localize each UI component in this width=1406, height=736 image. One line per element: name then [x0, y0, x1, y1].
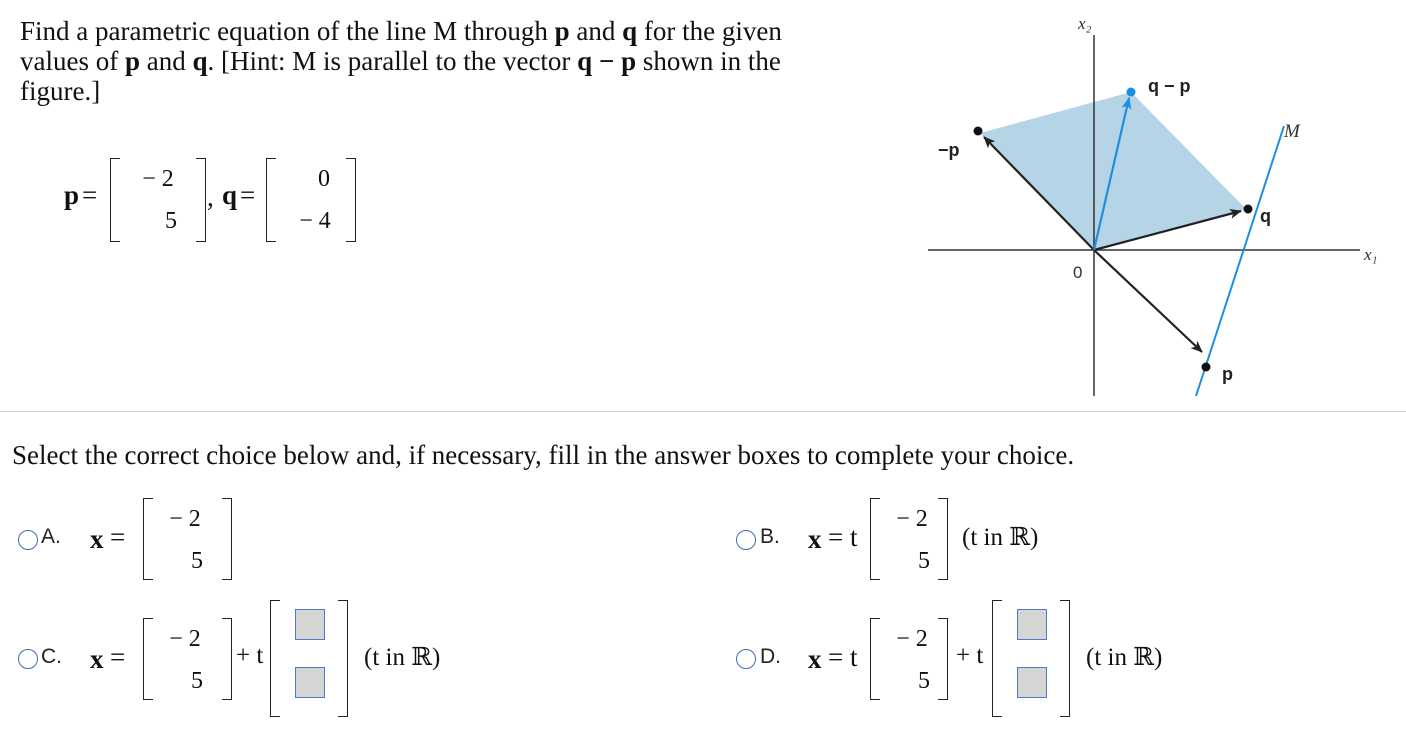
choice-d-answer-box-1[interactable]	[1017, 609, 1047, 640]
q-equals: =	[240, 180, 256, 210]
choice-b-vec-1: − 2	[896, 506, 928, 532]
line-m-label: M	[1284, 121, 1300, 142]
choice-c-vec-1: − 2	[169, 626, 201, 652]
choice-d-vec-2: 5	[918, 668, 930, 694]
choice-c-x: x	[90, 644, 104, 674]
choice-d-radio[interactable]	[736, 649, 756, 669]
choice-b-vec-2: 5	[918, 548, 930, 574]
choice-c-plus-t: + t	[236, 642, 264, 669]
q-point-label: q	[1260, 206, 1271, 226]
choice-b-eq: = t	[828, 522, 858, 552]
choice-c-letter: C.	[41, 645, 62, 668]
question-line-3: figure.]	[20, 76, 101, 106]
choice-c-domain: (t in ℝ)	[364, 644, 441, 671]
choice-a-eq: =	[110, 522, 126, 552]
q-minus-p-label: q − p	[1148, 76, 1191, 96]
choice-d-answer-box-2[interactable]	[1017, 667, 1047, 698]
question-line-2: values of p and q. [Hint: M is parallel to the vector q − p shown in the	[20, 46, 781, 76]
choice-d-domain: (t in ℝ)	[1086, 644, 1163, 671]
choice-b-radio[interactable]	[736, 530, 756, 550]
p-component-2: 5	[165, 208, 177, 234]
point-q	[1244, 205, 1253, 214]
choice-c-answer-box-2[interactable]	[295, 667, 325, 698]
choice-b-domain: (t in ℝ)	[962, 524, 1039, 551]
arrow-p	[1094, 250, 1202, 352]
choice-d-vec-1: − 2	[896, 626, 928, 652]
vector-figure	[900, 10, 1400, 400]
x1-axis-label: x₁	[1364, 245, 1378, 264]
choice-a-vec-1: − 2	[169, 506, 201, 532]
choice-a-radio[interactable]	[18, 530, 38, 550]
q-component-2: − 4	[299, 208, 331, 234]
p-bracket-left	[110, 158, 120, 242]
choice-d-eq: = t	[828, 642, 858, 672]
x2-axis-label: x₂	[1078, 14, 1092, 33]
choice-d-letter: D.	[760, 645, 781, 668]
comma: ,	[207, 182, 214, 212]
question-line-1: Find a parametric equation of the line M through p and q for the given	[20, 16, 782, 46]
choice-b-letter: B.	[760, 525, 780, 548]
origin-label: 0	[1073, 263, 1083, 282]
neg-p-label: −p	[938, 140, 960, 160]
point-neg-p	[974, 127, 983, 136]
p-label: p	[64, 180, 80, 210]
p-point-label: p	[1222, 364, 1233, 384]
q-label: q	[222, 180, 238, 210]
choice-c-radio[interactable]	[18, 649, 38, 669]
p-component-1: − 2	[142, 166, 174, 192]
point-q-minus-p	[1127, 88, 1136, 97]
line-m	[1196, 126, 1284, 396]
p-equals: =	[82, 180, 98, 210]
choice-a-letter: A.	[41, 525, 61, 548]
section-divider	[0, 411, 1406, 412]
choice-a-x: x	[90, 524, 104, 554]
choice-a-vec-2: 5	[191, 548, 203, 574]
q-bracket-right	[346, 158, 356, 242]
instruction-text: Select the correct choice below and, if necessary, fill in the answer boxes to complete your choice.	[12, 440, 1075, 470]
p-bracket-right	[196, 158, 206, 242]
choice-c-answer-box-1[interactable]	[295, 609, 325, 640]
q-component-1: 0	[318, 166, 330, 192]
choice-d-plus-t: + t	[956, 642, 984, 669]
point-p	[1202, 363, 1211, 372]
choice-b-x: x	[808, 524, 822, 554]
q-bracket-left	[266, 158, 276, 242]
choice-c-eq: =	[110, 642, 126, 672]
choice-d-x: x	[808, 644, 822, 674]
choice-c-vec-2: 5	[191, 668, 203, 694]
question-text	[20, 16, 900, 106]
